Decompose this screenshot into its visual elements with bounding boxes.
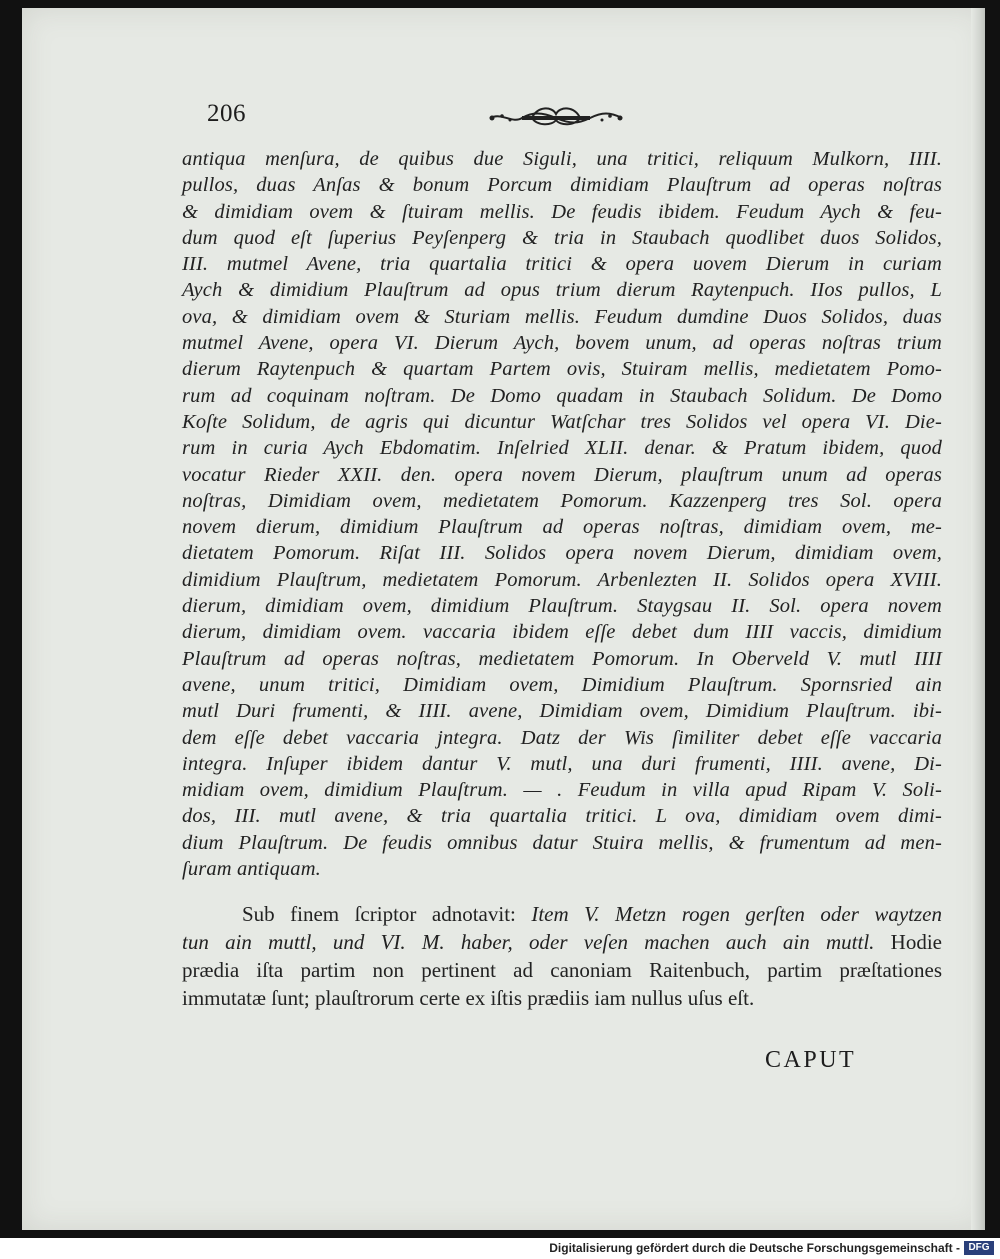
page-edge (971, 8, 985, 1230)
note-italic-text: Item V. Metzn rogen gerſten oder waytzen (531, 902, 942, 926)
text-line: ſuram antiquam. (182, 858, 321, 881)
text-line: integra. Inſuper ibidem dantur V. mutl, una duri frumenti, IIII. avene, Di- (182, 752, 942, 775)
text-line: & dimidiam ovem & ſtuiram mellis. De feudis ibidem. Feudum Aych & feu- (182, 200, 942, 223)
main-text-block (182, 146, 942, 882)
note-line: prædia iſta partim non pertinent ad canoniam Raitenbuch, partim præſtationes (182, 958, 942, 982)
text-line: dium Plauſtrum. De feudis omnibus datur Stuira mellis, & frumentum ad men- (182, 831, 942, 854)
funding-credit: Digitalisierung gefördert durch die Deutsche Forschungsgemeinschaft - (549, 1241, 960, 1255)
text-line: Plauſtrum ad operas noſtras, medietatem Pomorum. In Oberveld V. mutl IIII (182, 647, 942, 670)
text-line: Koſte Solidum, de agris qui dicuntur Watſchar tres Solidos vel opera VI. Die- (182, 410, 942, 433)
dfg-logo-icon: DFG (964, 1241, 994, 1255)
text-line: novem dierum, dimidium Plauſtrum ad operas noſtras, dimidiam ovem, me- (182, 516, 942, 539)
page-header (207, 100, 707, 140)
text-line: dimidium Plauſtrum, medietatem Pomorum. Arbenlezten II. Solidos opera XVIII. (182, 568, 942, 591)
text-line: vocatur Rieder XXII. den. opera novem Dierum, plauſtrum unum ad operas (182, 463, 942, 486)
text-line: dierum Raytenpuch & quartam Partem ovis, Stuiram mellis, medietatem Pomo- (182, 358, 942, 381)
text-line: pullos, duas Anſas & bonum Porcum dimidiam Plauſtrum ad operas noſtras (182, 174, 942, 197)
text-line: dem eſſe debet vaccaria jntegra. Datz der Wis ſimiliter debet eſſe vaccaria (182, 726, 942, 749)
text-line: Aych & dimidium Plauſtrum ad opus trium dierum Raytenpuch. IIos pullos, L (182, 279, 942, 302)
catchword: CAPUT (765, 1047, 857, 1073)
note-roman-text: Hodie (890, 930, 942, 954)
note-line: immutatæ ſunt; plauſtrorum certe ex iſtis prædiis iam nullus uſus eſt. (182, 986, 755, 1010)
text-line: noſtras, Dimidiam ovem, medietatem Pomorum. Kazzenperg tres Sol. opera (182, 489, 942, 512)
page-number: 206 (207, 100, 246, 127)
text-line: dietatem Pomorum. Riſat III. Solidos opera novem Dierum, dimidiam ovem, (182, 542, 942, 565)
text-line: avene, unum tritici, Dimidiam ovem, Dimidium Plauſtrum. Spornsried ain (182, 673, 942, 696)
vine-ornament-icon (482, 104, 630, 135)
note-roman-text: Sub finem ſcriptor adnotavit: (242, 902, 516, 926)
note-line (182, 900, 942, 928)
text-line: mutmel Avene, opera VI. Dierum Aych, bovem unum, ad operas noſtras trium (182, 332, 942, 355)
note-italic-text: tun ain muttl, und VI. M. haber, oder veſen machen auch ain muttl. (182, 930, 875, 954)
text-line: antiqua menſura, de quibus due Siguli, una tritici, reliquum Mulkorn, IIII. (182, 148, 942, 170)
note-line (182, 928, 942, 956)
text-line: dos, III. mutl avene, & tria quartalia tritici. L ova, dimidiam ovem dimi- (182, 805, 942, 828)
text-line: rum ad coquinam noſtram. De Domo quadam in Staubach Solidum. De Domo (182, 384, 942, 407)
text-line: dierum, dimidiam ovem. vaccaria ibidem eſſe debet dum IIII vaccis, dimidium (182, 621, 942, 644)
text-line: mutl Duri frumenti, & IIII. avene, Dimidiam ovem, Dimidium Plauſtrum. ibi- (182, 700, 942, 723)
text-line: midiam ovem, dimidium Plauſtrum. — . Feudum in villa apud Ripam V. Soli- (182, 779, 942, 802)
text-line: dierum, dimidiam ovem, dimidium Plauſtrum. Staygsau II. Sol. opera novem (182, 595, 942, 618)
text-line: III. mutmel Avene, tria quartalia tritici & opera uovem Dierum in curiam (182, 253, 942, 276)
text-line: ova, & dimidiam ovem & Sturiam mellis. Feudum dumdine Duos Solidos, duas (182, 305, 942, 328)
text-line: rum in curia Aych Ebdomatim. Inſelried XLII. denar. & Pratum ibidem, quod (182, 437, 942, 460)
text-line: dum quod eſt ſuperius Peyſenperg & tria in Staubach quodlibet duos Solidos, (182, 226, 942, 249)
scribe-note (182, 900, 942, 1012)
digitization-footer (0, 1238, 1000, 1259)
